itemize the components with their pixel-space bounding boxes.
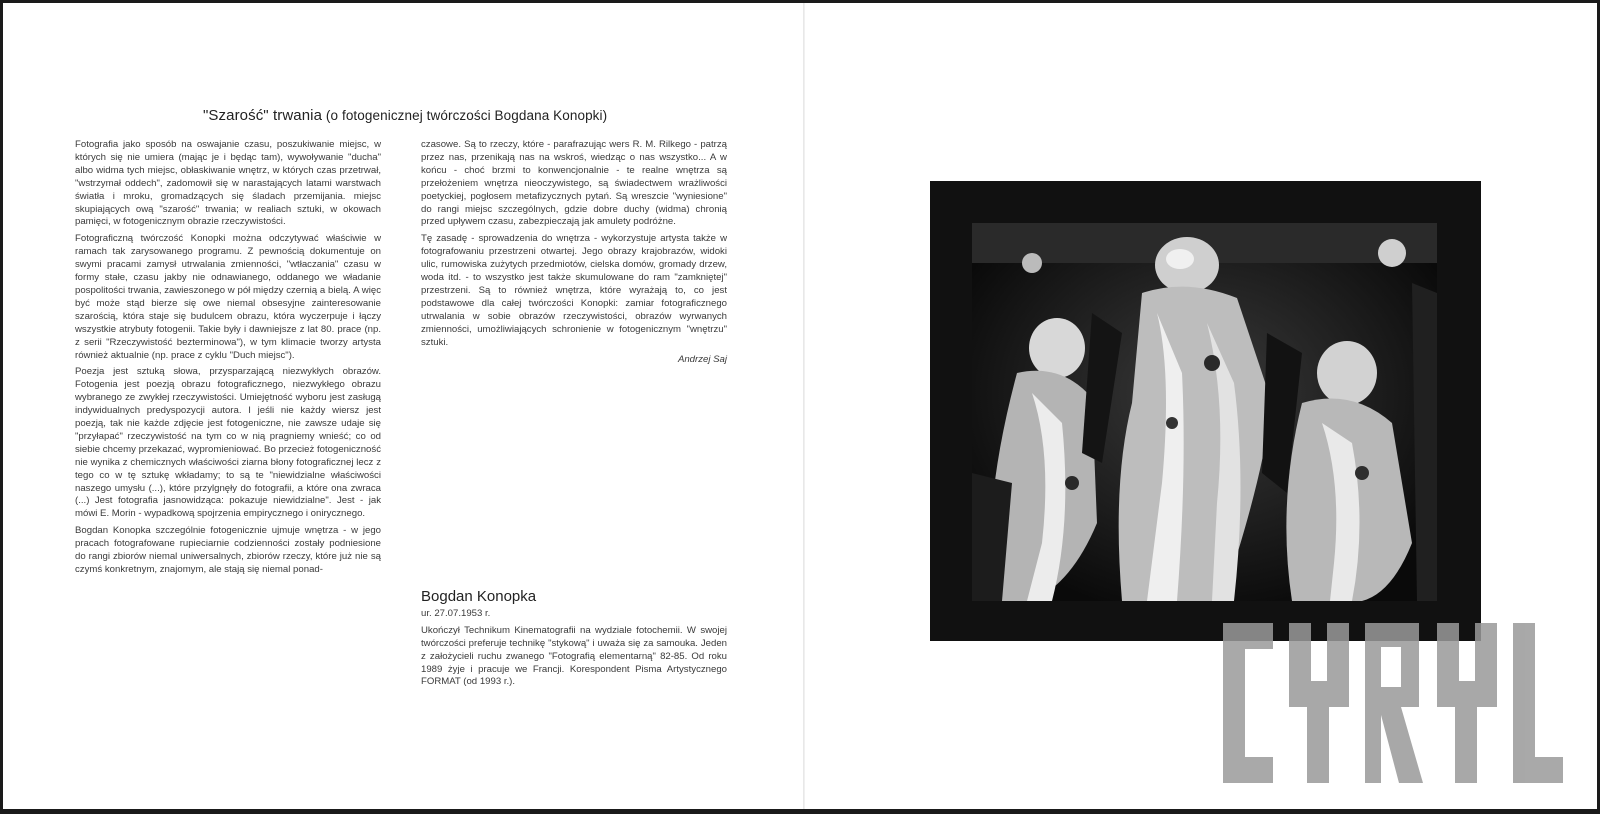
essay-title-main: "Szarość" trwania xyxy=(203,107,323,124)
artist-bio-text: Ukończył Technikum Kinematografii na wydziale fotochemii. W swojej twórczości preferuje technikę "stykową" i uważa się za samouka. Jeden z założycieli ruchu zwanego "Fotografią elementarną" 82-85. Od roku 1989 żyje i pracuje we Francji. Korespondent Pisma Artystycznego FORMAT (od 1993 r.). xyxy=(421,624,727,688)
essay-paragraph: Bogdan Konopka szczególnie fotogenicznie ujmuje wnętrza - w jego pracach fotografowane rupieciarnie codzienności zostały podniesione do rangi zbiorów niemal uniwersalnych, zbiorów rzeczy, które już nie są czymś konkretnym, znajomym, ale stają się niemal ponad- xyxy=(75,525,381,575)
artist-name: Bogdan Konopka xyxy=(421,588,537,605)
essay-paragraph: Poezja jest sztuką słowa, przysparzającą niezwykłych obrazów. Fotogenia jest poezją obrazu fotograficznego, niezwykłego obrazu wybranego ze zwykłej rzeczywistości. Umiejętność wyboru jest zasługą indywidualnych predyspozycji autora. I jeśli nie każdy wiersz jest poezją, tak nie każde zdjęcie jest fotogeniczne, nie zawsze udaje się "przyłapać" rzeczywistość na tym co w nią pragniemy wnieść; co od siebie chcemy przekazać, wypromieniować. Bo przecież fotogeniczność nie wynika z chemicznych właściwości ziarna błony fotograficznej lecz z tego co w tę sztukę wkładamy; to są te "niewidzialne właściwości naszego umysłu (...), które przylgnęły do fotografii, a które ona zwraca (...) Jest fotografia jasnowidząca: pokazuje niewidzialne". Jest - jak mówi E. Morin - wypadkową spojrzenia empirycznego i onirycznego. xyxy=(75,366,381,520)
essay-author: Andrzej Saj xyxy=(677,353,727,365)
catalog-spread xyxy=(3,3,1597,809)
photo-frame xyxy=(930,181,1481,641)
essay-paragraph: czasowe. Są to rzeczy, które - parafrazując wers R. M. Rilkego - patrzą przez nas, przenikają nas na wskroś, wiedząc o nas wszystko... A w końcu - choć brzmi to konwencjonalnie - te realne wnętrza są przełożeniem wnętrza nieoczywistego, są świadectwem wrażliwości poetyckiej, pogłosem metafizycznych pytań. Są wreszcie "wyniesione" do rangi miejsc szczególnych, gdzie dobre duchy (widma) chronią przed upływem czasu, zabezpieczają jak amulety podróżne. xyxy=(421,139,727,228)
essay-paragraph: Tę zasadę - sprowadzenia do wnętrza - wykorzystuje artysta także w fotografowaniu przestrzeni otwartej. Jego obrazy krajobrazów, widoki ulic, rumowiska zużytych przedmiotów, cielska domów, gromady drzew, woda itd. - to wszystko jest także skumulowane do ram "zamkniętej" przestrzeni. Są to również wnętrza, które wyrażają to, co jest podstawowe dla całej twórczości Konopki: zamiar fotograficznego utrwalania w sobie obrazów rzeczywistości, obrazów wyrwanych zmienności, umożliwiających schronienie w fotogenicznym "wnętrzu" sztuki. xyxy=(421,233,727,348)
artist-birthdate: ur. 27.07.1953 r. xyxy=(421,607,491,619)
sculpture-photograph xyxy=(972,223,1437,601)
essay-title-subtitle: (o fotogenicznej twórczości Bogdana Konopki) xyxy=(325,108,608,123)
essay-title xyxy=(203,107,633,124)
cyryl-watermark xyxy=(1223,623,1563,783)
essay-paragraph: Fotografia jako sposób na oswajanie czasu, poszukiwanie miejsc, w których się nie umiera (mając je i będąc tam), wywoływanie "ducha" albo widma tych miejsc, obłaskiwanie wnętrz, w których czas przetrwał, "wstrzymał oddech", zadomowił się w narastających latami warstwach światła i mroku, gromadzących się śladach przemijania. miejsc skupiających ową "szarość" trwania; w realiach sztuki, w okowach pamięci, w fotogenicznym obrazie rzeczywistości. xyxy=(75,139,381,228)
essay-paragraph: Fotograficzną twórczość Konopki można odczytywać właściwie w ramach tak zarysowanego programu. Z pewnością dokumentuje on swymi pracami zamysł utrwalania zmienności, "wtłaczania" czasu w formy stałe, czasu jakby nie odnawianego, oddanego we władanie pospolitości trwania, zawieszonego w pół między czernią a bielą. A więc być może stąd bierze się owe niemal obsesyjne zainteresowanie szarością, która staje się budulcem obrazu, która wyczerpuje i łączy wszystkie atrybuty fotogenii. Takie były i dawniejsze z lat 80. prace (np. z serii "Rzeczywistość bezterminowa"), w tym klimacie tworzy artysta również aktualnie (np. prace z cyklu "Duch miejsc"). xyxy=(75,233,381,361)
relief-sculpture-image xyxy=(972,223,1437,601)
artist-bio xyxy=(421,588,727,689)
essay-column-left xyxy=(75,139,381,581)
page-fold xyxy=(803,3,805,809)
essay-column-right xyxy=(421,139,727,366)
